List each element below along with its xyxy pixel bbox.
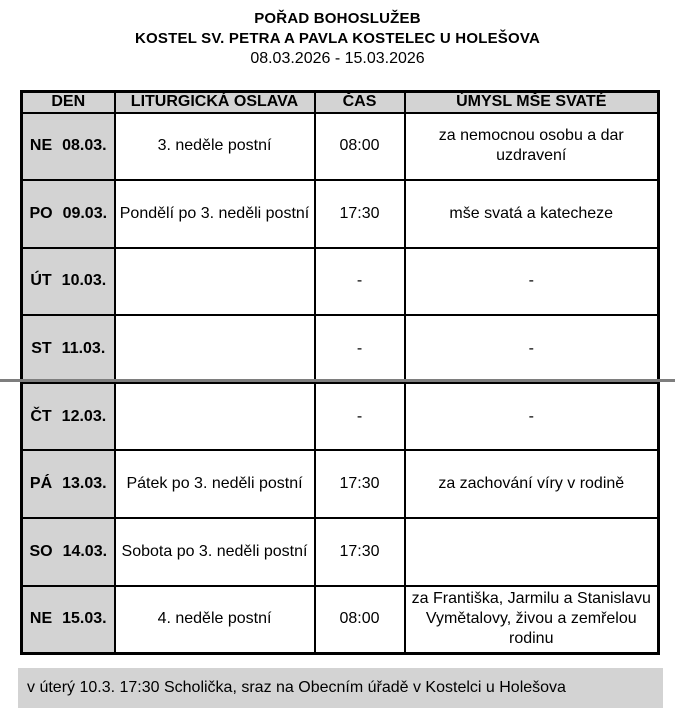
table-header-row — [22, 92, 659, 113]
time-cell: 17:30 — [315, 518, 405, 586]
page-split-divider — [0, 379, 675, 382]
intention-cell: - — [405, 383, 659, 451]
time-cell: 17:30 — [315, 450, 405, 518]
day-abbr: ST — [31, 340, 52, 358]
intention-cell — [405, 518, 659, 586]
intention-cell: mše svatá a katecheze — [405, 180, 659, 248]
celebration-cell: 3. neděle postní — [115, 113, 315, 181]
day-date: 13.03. — [62, 475, 107, 493]
time-cell: 08:00 — [315, 586, 405, 654]
intention-cell: za nemocnou osobu a dar uzdravení — [405, 113, 659, 181]
column-header-den: DEN — [22, 92, 115, 113]
church-name: KOSTEL SV. PETRA A PAVLA KOSTELEC U HOLEŠOVA — [135, 30, 540, 47]
table-row — [22, 180, 659, 248]
day-abbr: PO — [29, 204, 53, 222]
document-header — [0, 0, 675, 69]
date-range: 08.03.2026 - 15.03.2026 — [250, 50, 425, 67]
schedule-table — [20, 90, 660, 655]
day-cell — [22, 315, 115, 383]
intention-cell: za zachování víry v rodině — [405, 450, 659, 518]
day-cell — [22, 180, 115, 248]
day-abbr: NE — [29, 610, 53, 628]
day-date: 15.03. — [62, 610, 107, 628]
time-cell: 08:00 — [315, 113, 405, 181]
day-date: 08.03. — [62, 137, 107, 155]
celebration-cell: Sobota po 3. neděli postní — [115, 518, 315, 586]
day-date: 10.03. — [61, 272, 107, 290]
day-date: 12.03. — [61, 407, 107, 425]
table-row — [22, 586, 659, 654]
day-cell — [22, 586, 115, 654]
day-cell — [22, 450, 115, 518]
celebration-cell — [115, 315, 315, 383]
table-row — [22, 518, 659, 586]
day-cell — [22, 383, 115, 451]
time-cell: - — [315, 383, 405, 451]
time-cell: - — [315, 315, 405, 383]
celebration-cell: Pondělí po 3. neděli postní — [115, 180, 315, 248]
intention-cell: za Františka, Jarmilu a Stanislavu Vymětalovy, živou a zemřelou rodinu — [405, 586, 659, 654]
page-title: POŘAD BOHOSLUŽEB — [254, 10, 421, 27]
time-cell: 17:30 — [315, 180, 405, 248]
day-abbr: NE — [29, 137, 53, 155]
table-row — [22, 315, 659, 383]
celebration-cell: Pátek po 3. neděli postní — [115, 450, 315, 518]
time-cell: - — [315, 248, 405, 316]
table-row — [22, 248, 659, 316]
column-header-cas: ČAS — [315, 92, 405, 113]
table-row — [22, 383, 659, 451]
intention-cell: - — [405, 315, 659, 383]
column-header-umysl: ÚMYSL MŠE SVATÉ — [405, 92, 659, 113]
day-date: 14.03. — [62, 542, 108, 560]
intention-cell: - — [405, 248, 659, 316]
celebration-cell — [115, 383, 315, 451]
day-abbr: ÚT — [30, 272, 52, 290]
day-abbr: PÁ — [29, 475, 53, 493]
celebration-cell: 4. neděle postní — [115, 586, 315, 654]
table-row — [22, 113, 659, 181]
footer-note — [18, 668, 663, 708]
column-header-oslava: LITURGICKÁ OSLAVA — [115, 92, 315, 113]
day-date: 11.03. — [61, 340, 106, 358]
day-cell — [22, 518, 115, 586]
footer-note-text: v úterý 10.3. 17:30 Scholička, sraz na Obecním úřadě v Kostelci u Holešova — [27, 679, 566, 696]
day-abbr: SO — [29, 542, 53, 560]
day-cell — [22, 248, 115, 316]
day-abbr: ČT — [30, 407, 52, 425]
celebration-cell — [115, 248, 315, 316]
day-cell — [22, 113, 115, 181]
day-date: 09.03. — [62, 204, 108, 222]
table-row — [22, 450, 659, 518]
